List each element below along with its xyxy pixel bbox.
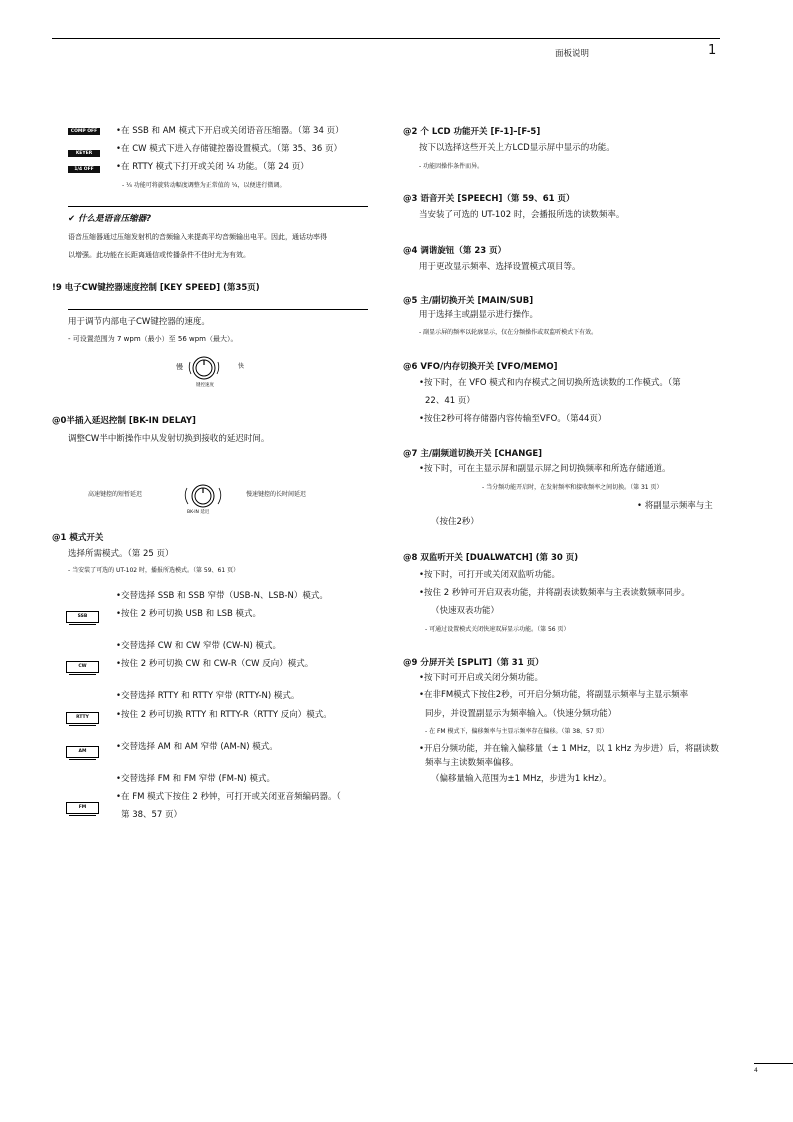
- change-line-4: （按住2秒）: [431, 517, 479, 527]
- dualwatch-line-1: •按下时，可打开或关闭双监听功能。: [419, 570, 561, 580]
- split-line-5: •开启分频功能，并在输入偏移量（± 1 MHz，以 1 kHz 为步进）后，将副读数: [419, 744, 719, 754]
- ssb-button-icon: SSB: [66, 611, 99, 623]
- mode-line-2: - 当安装了可选的 UT-102 时，播报所选模式。（第 59、61 页）: [68, 567, 240, 574]
- lcd-line-1: 按下以选择这些开关上方LCD显示屏中显示的功能。: [419, 143, 615, 153]
- bk-in-knob-icon: [182, 482, 224, 512]
- note-title: ✔ 什么是语音压缩器?: [68, 214, 152, 224]
- compressor-line-1: •在 SSB 和 AM 模式下开启或关闭语音压缩器。（第 34 页）: [116, 126, 344, 136]
- dualwatch-title: @8 双监听开关 [DUALWATCH] (第 30 页): [403, 553, 579, 563]
- change-line-1: •按下时，可在主显示屏和副显示屏之间切换频率和所选存储通道。: [419, 464, 671, 474]
- bk-in-left-label: 高速键控的短暂延迟: [88, 491, 143, 498]
- dualwatch-line-3: （快速双表功能）: [431, 606, 500, 616]
- change-line-2: - 当分频功能开启时，在发射频率和接收频率之间切换。（第 31 页）: [482, 484, 663, 491]
- split-line-4: - 在 FM 模式下，偏移频率与主显示频率存在偏移。（第 38、57 页）: [425, 728, 608, 735]
- rtty-line-2: •按住 2 秒可切换 RTTY 和 RTTY-R（RTTY 反向）模式。: [116, 710, 332, 720]
- compressor-line-3: •在 RTTY 模式下打开或关闭 ¼ 功能。（第 24 页）: [116, 162, 309, 172]
- vfo-line-1: •按下时，在 VFO 模式和内存模式之间切换所选读数的工作模式。（第: [419, 378, 681, 388]
- note-line-2: 以增强。此功能在长距离通信或传播条件不佳时尤为有效。: [68, 251, 250, 259]
- split-title: @9 分屏开关 [SPLIT]（第 31 页）: [403, 658, 544, 668]
- mainsub-line-2: - 副显示屏的频率以轮廓显示，仅在分频操作或双监听模式下有效。: [419, 329, 598, 336]
- split-line-1: •按下时可开启或关闭分频功能。: [419, 673, 544, 683]
- split-line-6: 频率与主读数频率偏移。: [425, 758, 519, 768]
- speech-line-1: 当安装了可选的 UT-102 时，会播报所选的读数频率。: [419, 210, 625, 220]
- cw-line-1: •交替选择 CW 和 CW 窄带 (CW-N) 模式。: [116, 641, 281, 651]
- split-line-3: 同步，并设置副显示为频率输入。（快速分频功能）: [425, 709, 617, 719]
- key-speed-rule: [68, 309, 368, 310]
- lcd-title: @2 个 LCD 功能开关 [F-1]–[F-5]: [403, 127, 541, 137]
- vfo-title: @6 VFO/内存切换开关 [VFO/MEMO]: [403, 362, 558, 372]
- fm-line-2: •在 FM 模式下按住 2 秒钟，可打开或关闭亚音频编码器。（: [116, 792, 341, 802]
- fm-line-1: •交替选择 FM 和 FM 窄带 (FM-N) 模式。: [116, 774, 275, 784]
- note-rule-top: [68, 206, 368, 207]
- tuning-title: @4 调谐旋钮（第 23 页）: [403, 246, 507, 256]
- dualwatch-line-2: •按住 2 秒钟可开启双表功能，并将副表读数频率与主表读数频率同步。: [419, 588, 690, 598]
- cw-button-icon: CW: [66, 661, 99, 673]
- am-line-1: •交替选择 AM 和 AM 窄带 (AM-N) 模式。: [116, 742, 278, 752]
- page-number: 1: [708, 43, 717, 58]
- fm-line-3: 第 38、57 页）: [121, 810, 183, 820]
- keyer-key: KEYER: [68, 150, 100, 157]
- am-button-icon: AM: [66, 746, 99, 758]
- key-speed-fast: 快: [238, 363, 245, 370]
- speech-title: @3 语音开关 [SPEECH]（第 59、61 页）: [403, 194, 575, 204]
- bk-in-knob-label: BK-IN 延迟: [187, 510, 210, 515]
- vfo-line-3: •按住2秒可将存储器内容传输至VFO。（第44页）: [419, 414, 607, 424]
- key-speed-title: !9 电子CW键控器速度控制 [KEY SPEED] (第35页): [52, 283, 260, 293]
- bk-in-right-label: 慢速键控的长时间延迟: [246, 491, 307, 498]
- footer-rule: [754, 1063, 793, 1064]
- tuning-line-1: 用于更改显示频率、选择设置模式项目等。: [419, 262, 581, 272]
- header-rule: [52, 38, 720, 39]
- key-speed-knob-icon: [186, 354, 222, 386]
- mainsub-title: @5 主/副切换开关 [MAIN/SUB]: [403, 296, 534, 306]
- ssb-line-2: •按住 2 秒可切换 USB 和 LSB 模式。: [116, 609, 262, 619]
- bk-in-title: @0半插入延迟控制 [BK-IN DELAY]: [52, 416, 196, 426]
- cw-line-2: •按住 2 秒可切换 CW 和 CW-R（CW 反向）模式。: [116, 659, 314, 669]
- change-line-3: • 将副显示频率与主: [637, 501, 713, 511]
- dualwatch-line-4: - 可通过设置模式关闭快速双屏显示功能。（第 56 页）: [425, 626, 570, 633]
- mode-line-1: 选择所需模式。（第 25 页）: [68, 549, 174, 559]
- rtty-button-icon: RTTY: [66, 712, 99, 724]
- change-title: @7 主/副频道切换开关 [CHANGE]: [403, 449, 543, 459]
- key-speed-knob-label: 键控速度: [196, 383, 214, 388]
- key-speed-line-2: - 可设置范围为 7 wpm（最小）至 56 wpm（最大）。: [68, 335, 238, 343]
- ssb-line-1: •交替选择 SSB 和 SSB 窄带（USB-N、LSB-N）模式。: [116, 591, 328, 601]
- key-speed-slow: 慢: [176, 363, 183, 371]
- note-line-1: 语音压缩器通过压缩发射机的音频输入来提高平均音频输出电平。因此，通话功率得: [68, 233, 327, 241]
- comp-key: COMP OFF: [68, 128, 100, 135]
- compressor-note: - ¼ 功能可将旋转动幅度调整为正常值的 ¼，以便进行微调。: [122, 182, 286, 189]
- mode-title: @1 模式开关: [52, 533, 104, 543]
- split-line-7: （偏移量输入范围为±1 MHz，步进为1 kHz）。: [431, 774, 612, 784]
- bk-in-line-1: 调整CW半中断操作中从发射切换到接收的延迟时间。: [68, 434, 270, 444]
- quarter-key: 1/4 OFF: [68, 166, 100, 173]
- section-title: 面板说明: [555, 49, 590, 59]
- vfo-line-2: 22、41 页）: [425, 396, 475, 406]
- compressor-line-2: •在 CW 模式下进入存储键控器设置模式。（第 35、36 页）: [116, 144, 343, 154]
- rtty-line-1: •交替选择 RTTY 和 RTTY 窄带 (RTTY-N) 模式。: [116, 691, 300, 701]
- lcd-line-2: - 功能因操作条件而异。: [419, 163, 484, 170]
- key-speed-line-1: 用于调节内部电子CW键控器的速度。: [68, 317, 210, 327]
- split-line-2: •在非FM模式下按住2秒，可开启分频功能，将副显示频率与主显示频率: [419, 690, 689, 700]
- footer-page-number: 4: [754, 1067, 758, 1074]
- fm-button-icon: FM: [66, 802, 99, 814]
- mainsub-line-1: 用于选择主或副显示进行操作。: [419, 310, 539, 320]
